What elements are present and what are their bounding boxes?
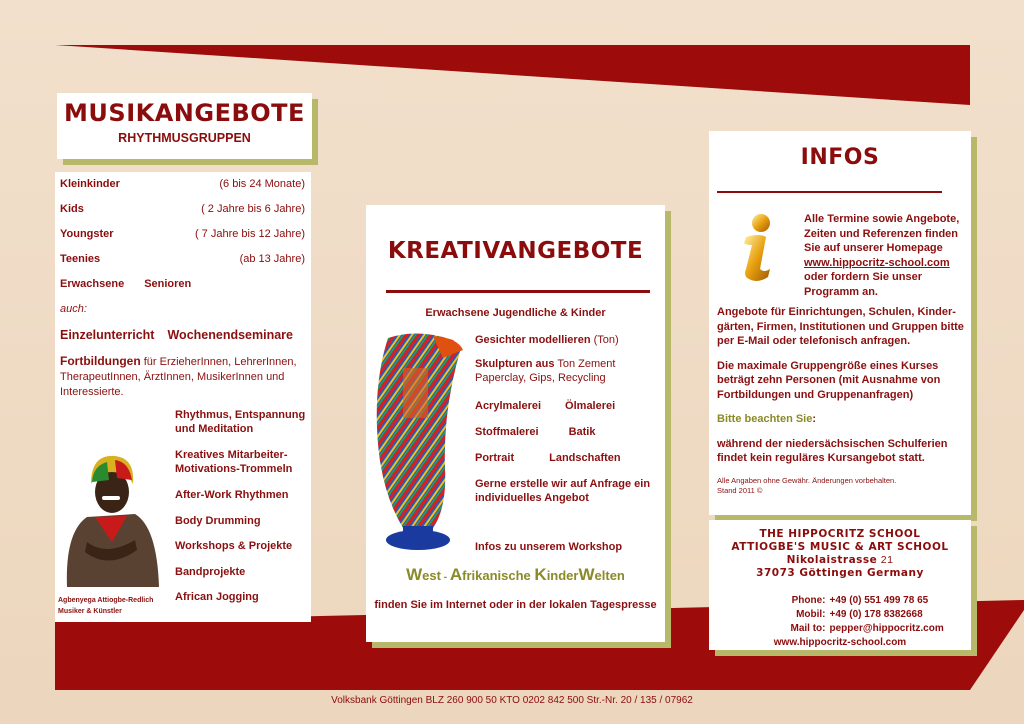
west-initial: W	[406, 565, 423, 584]
infos-para: Angebote für Einrichtungen, Schulen, Kinder-gärten, Firmen, Institutionen und Gruppen bitte per E-Mail oder telefonisch anfragen.	[717, 306, 964, 347]
homepage-intro: Alle Termine sowie Angebote, Zeiten und Referenzen finden Sie auf unserer Homepage	[804, 213, 960, 254]
kinder-initial: K	[534, 565, 547, 584]
disclaimer	[717, 476, 969, 496]
mobil-value[interactable]: +49 (0) 178 8382668	[829, 609, 923, 620]
age-range: (ab 13 Jahre)	[239, 253, 305, 265]
kreativ-offer-pair	[475, 399, 661, 413]
skulpturen-label: Skulpturen aus	[475, 358, 555, 370]
musik-header-card	[57, 93, 312, 159]
age-label: Kids	[60, 203, 84, 215]
infos-para: Die maximale Gruppengröße eines Kurses beträgt zehn Personen (mit Ausnahme von Fortbildungen und Gruppenanfragen)	[717, 359, 941, 401]
musik-offer: Kreatives Mitarbeiter-Motivations-Trommeln	[175, 449, 293, 475]
fortbildung-label: Fortbildungen	[60, 354, 141, 368]
kreativ-offer-list	[475, 333, 661, 515]
mail-label: Mail to:	[790, 623, 826, 634]
kreativ-offer	[475, 357, 661, 385]
bank-footer: Volksbank Göttingen BLZ 260 900 50 KTO 0202 842 500 Str.-Nr. 20 / 135 / 07962	[331, 695, 693, 706]
age-label: Teenies	[60, 253, 101, 265]
mobil-line	[709, 608, 971, 622]
musik-offer: Rhythmus, Entspannung und Meditation	[175, 409, 306, 435]
portrait-label: Portrait	[475, 452, 515, 464]
school-name-1: THE HIPPOCRITZ SCHOOL	[759, 528, 921, 540]
skulpturen-note: Ton Zement Paperclay, Gips, Recycling	[475, 358, 616, 384]
age-row	[60, 253, 305, 278]
infos-card	[709, 131, 971, 515]
welten-rest: elten	[594, 568, 625, 583]
age-row	[60, 203, 305, 228]
mobil-label: Mobil:	[796, 609, 826, 620]
title-dash: -	[440, 572, 450, 583]
phone-label: Phone:	[791, 595, 826, 606]
infos-body	[717, 305, 969, 496]
musician-photo	[57, 422, 165, 587]
phone-line	[709, 594, 971, 608]
musik-body-card	[55, 172, 311, 622]
welten-initial: W	[578, 565, 595, 584]
street: Nikolaistrasse	[786, 554, 878, 566]
batik-label: Batik	[568, 426, 596, 438]
stoff-label: Stoffmalerei	[475, 426, 539, 438]
musik-offer-list	[175, 408, 310, 616]
age-range: ( 7 Jahre bis 12 Jahre)	[194, 228, 305, 240]
kreativ-offer	[475, 477, 661, 505]
homepage-link[interactable]: www.hippocritz-school.com	[804, 256, 950, 269]
caption-name: Agbenyega Attiogbe-Redlich	[58, 597, 154, 604]
west-rest: est	[422, 568, 441, 583]
age-row	[60, 178, 305, 203]
kreativ-divider	[386, 290, 650, 293]
fortbildung-desc: für ErzieherInnen, LehrerInnen, TherapeutInnen, ÄrztInnen, MusikerInnen und Interessierte.	[60, 356, 297, 398]
kinder-rest: inder	[546, 568, 579, 583]
musik-offer: Bandprojekte	[175, 565, 246, 578]
kreativ-title: KREATIVANGEBOTE	[387, 238, 644, 264]
musik-offer: African Jogging	[175, 591, 259, 603]
erwachsene-label: Erwachsene	[60, 278, 125, 290]
beachten-line	[717, 412, 969, 427]
fortbildung-text	[60, 354, 305, 400]
westafrika-title	[366, 565, 665, 585]
musik-offer: Body Drumming	[175, 514, 261, 527]
kreativ-offer	[475, 333, 661, 347]
workshop-label: Infos zu unserem Workshop	[475, 541, 623, 553]
age-range: (6 bis 24 Monate)	[219, 178, 305, 190]
beachten-colon: :	[812, 413, 817, 425]
age-label: Kleinkinder	[60, 178, 120, 190]
einzel-row	[60, 328, 305, 354]
caption-role: Musiker & Künstler	[58, 608, 122, 615]
musik-offer: Workshops & Projekte	[175, 540, 293, 552]
kreativ-offer-pair	[475, 425, 661, 439]
anfrage-label: Gerne erstelle wir auf Anfrage ein individuelles Angebot	[475, 478, 651, 504]
kreativ-groups: Erwachsene Jugendliche & Kinder	[425, 307, 606, 319]
infos-homepage-text	[804, 212, 964, 299]
adult-row	[60, 278, 305, 303]
mail-line	[709, 622, 971, 636]
photo-caption	[58, 595, 153, 617]
infos-divider	[717, 191, 942, 193]
musik-subtitle: RHYTHMUSGRUPPEN	[118, 131, 251, 145]
musik-title: MUSIKANGEBOTE	[64, 99, 305, 127]
mail-value[interactable]: pepper@hippocritz.com	[829, 623, 944, 634]
landschaften-label: Landschaften	[549, 452, 621, 464]
auch-label: auch:	[60, 303, 87, 315]
street-number: 21	[877, 554, 894, 566]
finden-text: finden Sie im Internet oder in der lokalen Tagespresse	[374, 599, 657, 611]
gesichter-note: (Ton)	[590, 334, 619, 346]
senioren-label: Senioren	[144, 278, 192, 290]
homepage-outro: oder fordern Sie unser Programm an.	[804, 271, 922, 298]
beachten-label: Bitte beachten Sie	[717, 413, 813, 425]
infos-title: INFOS	[800, 145, 880, 170]
einzelunterricht-label: Einzelunterricht	[60, 328, 155, 342]
infos-para: während der niedersächsischen Schulferien findet kein reguläres Kursangebot statt.	[717, 437, 948, 464]
oel-label: Ölmalerei	[565, 400, 616, 412]
musik-offer: After-Work Rhythmen	[175, 489, 289, 501]
web-link[interactable]: www.hippocritz-school.com	[773, 637, 907, 648]
sculpture-image	[373, 328, 465, 553]
acryl-label: Acrylmalerei	[475, 400, 542, 412]
afr-initial: A	[449, 565, 463, 584]
address-city: 37073 Göttingen Germany	[756, 567, 924, 579]
contact-lines	[709, 594, 971, 650]
stand-text: Stand 2011 ©	[717, 485, 763, 495]
age-row	[60, 228, 305, 253]
contact-card	[709, 520, 971, 650]
afr-rest: frikanische	[462, 568, 535, 583]
school-name-2: ATTIOGBE'S MUSIC & ART SCHOOL	[731, 541, 949, 553]
age-range: ( 2 Jahre bis 6 Jahre)	[201, 203, 305, 215]
disclaimer-text: Alle Angaben ohne Gewähr. Änderungen vorbehalten.	[717, 475, 897, 485]
address-street	[709, 554, 971, 567]
phone-value[interactable]: +49 (0) 551 499 78 65	[829, 595, 929, 606]
gesichter-label: Gesichter modellieren	[475, 334, 591, 346]
kreativ-card	[366, 205, 665, 642]
age-label: Youngster	[60, 228, 114, 240]
kreativ-offer-pair	[475, 451, 661, 465]
info-icon	[734, 213, 779, 283]
wochenend-label: Wochenendseminare	[167, 328, 293, 342]
